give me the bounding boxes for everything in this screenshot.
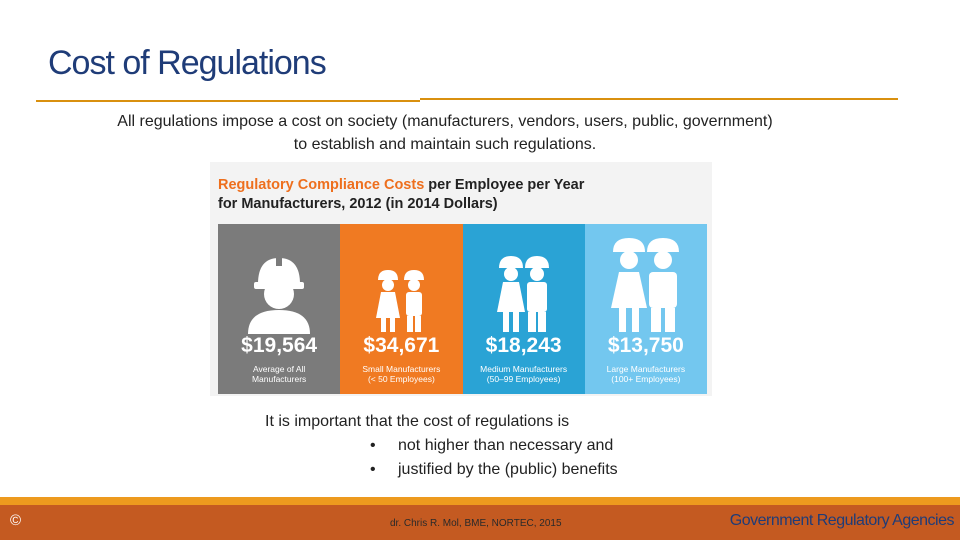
summary-text: It is important that the cost of regulations is: [265, 413, 570, 430]
footer-accent-band: [0, 497, 960, 505]
title-underline-right: [420, 98, 898, 100]
panel-large-manufacturers: [585, 224, 707, 394]
slide-title: Cost of Regulations: [48, 44, 326, 82]
bullet-item: • not higher than necessary and: [370, 434, 618, 458]
panel-label-line-2: (100+ Employees): [611, 374, 681, 384]
cost-value: $19,564: [241, 334, 318, 357]
panel-label-line-1: Medium Manufacturers: [480, 364, 568, 374]
panel-label: [585, 364, 707, 384]
medium-workers-icon: [463, 232, 585, 334]
panel-label-line-2: (< 50 Employees): [367, 374, 435, 384]
panel-all-manufacturers: [218, 224, 340, 394]
infographic-title-line-2: for Manufacturers, 2012 (in 2014 Dollars): [218, 196, 498, 212]
cost-panels: [218, 224, 707, 394]
infographic-title-highlight: Regulatory Compliance Costs: [218, 177, 425, 193]
intro-line-1: All regulations impose a cost on society (manufacturers, vendors, users, public, government): [117, 113, 773, 130]
cost-value: $18,243: [485, 334, 562, 357]
panel-label-line-2: (50–99 Employees): [486, 374, 561, 384]
bullet-item: • justified by the (public) benefits: [370, 458, 618, 482]
infographic-title-rest: per Employee per Year: [424, 177, 585, 193]
infographic-title: [218, 176, 584, 214]
panel-label-line-2: Manufacturers: [251, 374, 307, 384]
panel-label: [340, 364, 462, 384]
cost-value: $13,750: [607, 334, 684, 357]
summary-bullets: [370, 434, 618, 482]
copyright-symbol: ©: [10, 512, 22, 529]
section-brand: Government Regulatory Agencies: [729, 512, 954, 529]
compliance-cost-infographic: [210, 162, 712, 396]
small-workers-icon: [340, 232, 462, 334]
panel-label: [218, 364, 340, 384]
panel-label-line-1: Small Manufacturers: [362, 364, 441, 374]
intro-line-2: to establish and maintain such regulations.: [293, 136, 597, 153]
large-workers-icon: [585, 232, 707, 334]
panel-label-line-1: Average of All: [252, 364, 306, 374]
panel-medium-manufacturers: [463, 224, 585, 394]
title-underline-left: [36, 100, 420, 102]
panel-label-line-1: Large Manufacturers: [606, 364, 686, 374]
panel-small-manufacturers: [340, 224, 462, 394]
intro-text: [40, 110, 850, 156]
worker-bust-icon: [218, 232, 340, 334]
author-credit: dr. Chris R. Mol, BME, NORTEC, 2015: [390, 518, 562, 529]
cost-value: $34,671: [363, 334, 440, 357]
panel-label: [463, 364, 585, 384]
